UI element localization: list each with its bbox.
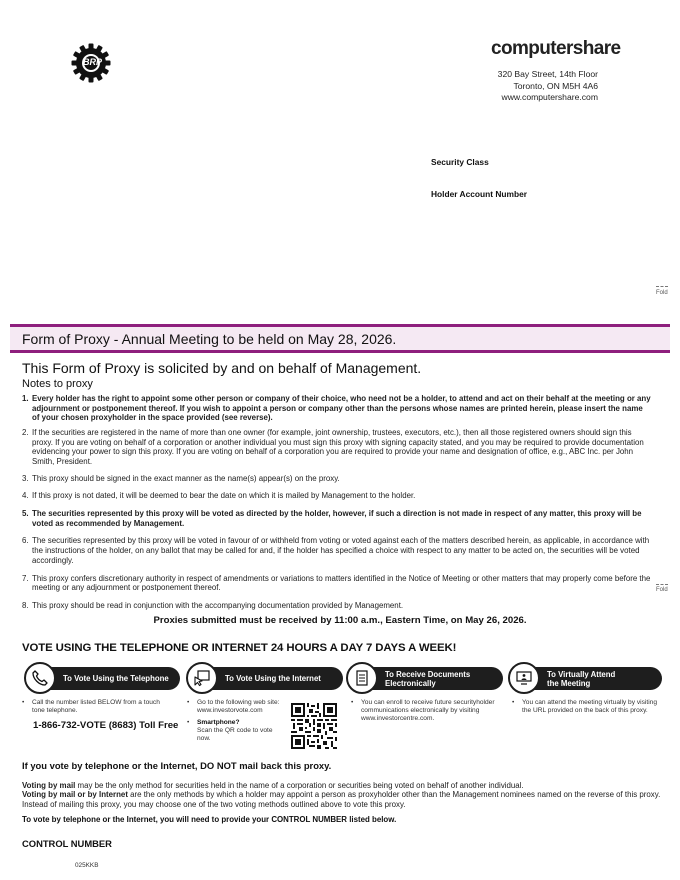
- note-number: 1.: [22, 394, 29, 403]
- telephone-icon: [24, 662, 56, 694]
- internet-bullet-text: Go to the following web site: www.investorvote.com: [197, 699, 280, 714]
- smartphone-bullet: [187, 719, 287, 743]
- note-text: This proxy confers discretionary authority in respect of amendments or variations to matters identified in the Notice of Meeting or other matters that may properly come before the meeting or any adjournment or postponement thereof.: [32, 573, 651, 593]
- address-line: www.computershare.com: [501, 92, 598, 102]
- internet-vote-pill: [200, 667, 343, 690]
- bullet-dot: •: [351, 699, 354, 706]
- documents-bullet: [351, 699, 501, 723]
- internet-text: are the only methods by which a holder may appoint a person as proxyholder other than the Management nominees named on the reverse of this proxy. Instead of mailing this proxy, you may choose one of the two voting methods outlined above to vote this proxy.: [22, 790, 661, 809]
- note-item: [22, 574, 652, 593]
- address-line: Toronto, ON M5H 4A6: [513, 80, 598, 91]
- control-number-label: CONTROL NUMBER: [22, 838, 112, 849]
- internet-cursor-icon: [186, 662, 218, 694]
- mail-bold: Voting by mail: [22, 781, 76, 790]
- note-text: This proxy should be read in conjunction with the accompanying documentation provided by Management.: [32, 600, 404, 610]
- note-number: 5.: [22, 509, 29, 519]
- smartphone-text: Scan the QR code to vote now.: [197, 727, 273, 742]
- note-text: This proxy should be signed in the exact manner as the name(s) appear(s) on the proxy.: [32, 473, 340, 483]
- document-code: 025KKB: [75, 862, 99, 869]
- note-number: 7.: [22, 573, 29, 583]
- note-number: 4.: [22, 491, 29, 501]
- vote-heading: VOTE USING THE TELEPHONE OR INTERNET 24 HOURS A DAY 7 DAYS A WEEK!: [22, 642, 457, 654]
- documents-bullet-text: You can enroll to receive future securityholder communications electronically by visiting www.investorcentre.com.: [361, 699, 495, 722]
- note-number: 2.: [22, 427, 29, 437]
- notes-heading: Notes to proxy: [22, 378, 93, 390]
- company-logo: [70, 42, 112, 84]
- company-logo-text: BRP: [83, 57, 103, 67]
- telephone-vote-pill: [38, 667, 180, 690]
- note-number: 3.: [22, 473, 29, 483]
- internet-vote-title: To Vote Using the Internet: [225, 674, 321, 683]
- bullet-dot: •: [22, 699, 25, 706]
- control-pre: To vote by telephone or the Internet, you will need to provide your: [22, 815, 272, 824]
- internet-line: [22, 790, 662, 809]
- note-item: [22, 536, 652, 565]
- telephone-bullet-text: Call the number listed BELOW from a touch tone telephone.: [32, 699, 160, 714]
- control-bold: CONTROL NUMBER: [271, 815, 348, 824]
- mail-text: may be the only method for securities held in the name of a corporation or securities being voted on behalf of another individual.: [75, 781, 524, 790]
- note-number: 6.: [22, 536, 29, 546]
- bullet-dot: •: [512, 699, 515, 706]
- form-title: Form of Proxy - Annual Meeting to be held on May 28, 2026.: [22, 331, 397, 347]
- note-text: Every holder has the right to appoint some other person or company of their choice, who need not be a holder, to attend and act on their behalf at the meeting or any adjournment or postponement thereof. If you wish to appoint a person or company other than the persons whose names are printed herein, please insert the name of your chosen proxyholder in the space provided (see reverse).: [32, 394, 651, 423]
- documents-title-line: Electronically: [385, 678, 436, 688]
- no-mail-post: mail back this proxy.: [236, 760, 332, 771]
- holder-account-label: Holder Account Number: [431, 189, 528, 199]
- address-line: 320 Bay Street, 14th Floor: [497, 69, 598, 79]
- bullet-dot: •: [187, 699, 190, 706]
- notes-list: [22, 394, 652, 615]
- qr-code[interactable]: [291, 703, 337, 754]
- note-text: If this proxy is not dated, it will be deemed to bear the date on which it is mailed by Management to the holder.: [32, 491, 416, 501]
- fold-mark: [656, 286, 668, 287]
- note-text: The securities represented by this proxy will be voted in favour of or withheld from voting or voted against each of the matters described herein, as applicable, in accordance with the instructions of the holder, on any ballot that may be called for and, if the holder has specified a choice with respect to any matter to be acted on, the securities will be voted accordingly.: [32, 536, 650, 565]
- note-item: [22, 491, 652, 501]
- registrar-logo: [491, 38, 620, 60]
- documents-title: [385, 670, 470, 688]
- note-item: [22, 474, 652, 484]
- toll-free-number[interactable]: 1-866-732-VOTE (8683) Toll Free: [33, 720, 179, 731]
- note-item: [22, 509, 652, 528]
- internet-bullet: [187, 699, 287, 715]
- note-text: The securities represented by this proxy will be voted as directed by the holder, however, if such a direction is not made in respect of any matter, this proxy will be voted as recommended by Management.: [32, 509, 642, 528]
- note-item: [22, 601, 652, 611]
- internet-bold: Voting by mail or by Internet: [22, 790, 128, 800]
- no-mail-bold: NOT: [216, 760, 237, 771]
- fold-label: Fold: [656, 587, 668, 593]
- security-class-label: Security Class: [431, 157, 489, 167]
- document-icon: [346, 662, 378, 694]
- note-number: 8.: [22, 600, 29, 610]
- mail-paragraph: [22, 781, 662, 809]
- fold-label: Fold: [656, 290, 668, 296]
- proxy-deadline: Proxies submitted must be received by 11:00 a.m., Eastern Time, on May 26, 2026.: [153, 615, 527, 626]
- fold-mark: [656, 584, 668, 585]
- note-text: If the securities are registered in the name of more than one owner (for example, joint ownership, trustees, executors, etc.), then all those registered owners should sign this proxy. If you are voting on behalf of a corporation or another individual you must sign this proxy with signing capacity stated, and you may be required to provide documentation evidencing your power to sign this proxy. If you are voting on behalf of a corporation you are required to provide your name and designation of office, e.g., ABC Inc. per John Smith, President.: [32, 427, 644, 466]
- telephone-vote-title: To Vote Using the Telephone: [63, 674, 169, 683]
- computer-icon: [508, 662, 540, 694]
- mail-line: [22, 781, 662, 790]
- meeting-title-line: To Virtually Attend: [547, 669, 616, 679]
- documents-pill: [360, 667, 503, 690]
- virtual-meeting-pill: [522, 667, 662, 690]
- note-item: [22, 428, 652, 467]
- solicited-heading: This Form of Proxy is solicited by and on behalf of Management.: [22, 360, 422, 376]
- smartphone-text-block: [197, 719, 287, 743]
- bullet-dot: •: [187, 719, 190, 726]
- virtual-meeting-title: [547, 670, 615, 688]
- note-item: [22, 394, 652, 423]
- no-mail-pre: If you vote by telephone or the Internet, DO: [22, 760, 217, 771]
- registrar-address: [498, 69, 598, 104]
- documents-title-line: To Receive Documents: [385, 669, 471, 679]
- no-mail-notice: [22, 760, 331, 771]
- meeting-bullet: [512, 699, 662, 715]
- meeting-title-line: the Meeting: [547, 678, 591, 688]
- telephone-bullet: [22, 699, 162, 715]
- meeting-bullet-text: You can attend the meeting virtually by visiting the URL provided on the back of this proxy.: [522, 699, 658, 714]
- registrar-name: computershare: [491, 38, 621, 59]
- smartphone-label: Smartphone?: [197, 719, 240, 726]
- control-post: listed below.: [347, 815, 397, 824]
- control-instruction: [22, 815, 396, 824]
